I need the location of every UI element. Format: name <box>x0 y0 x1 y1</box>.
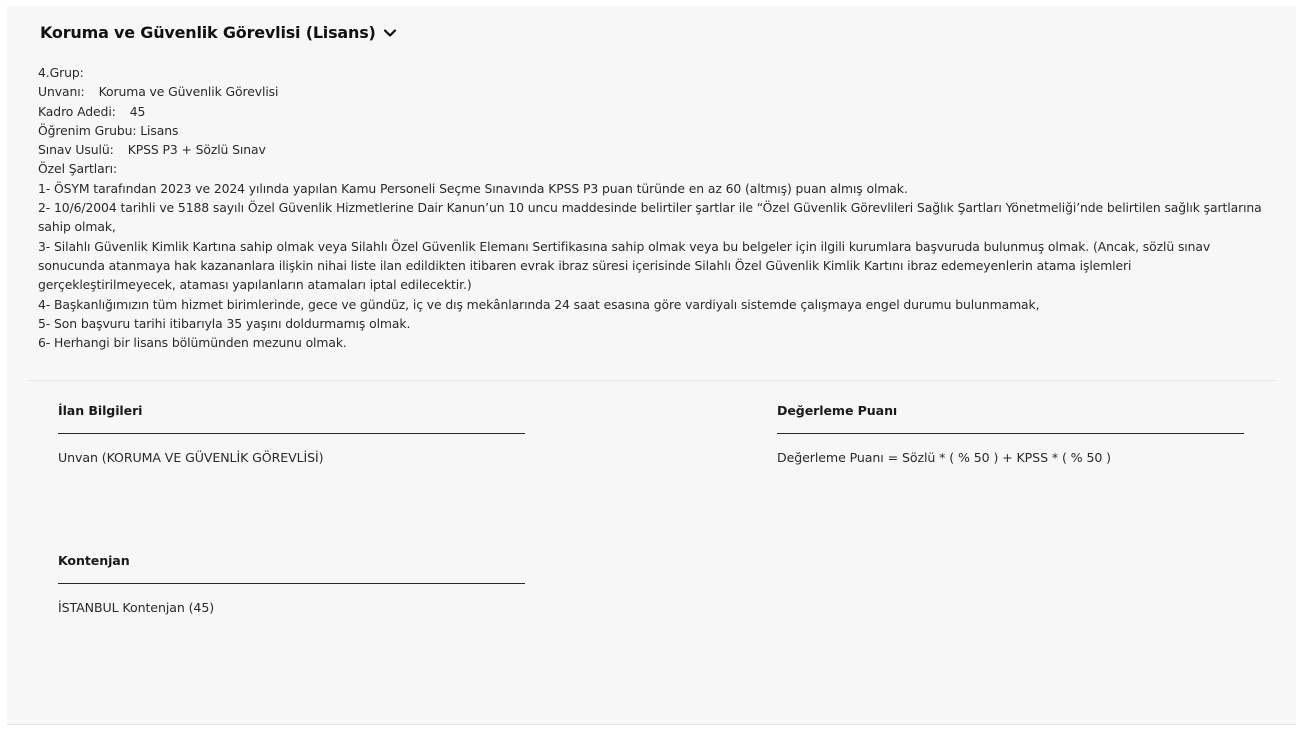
kadro-row <box>38 102 1268 121</box>
kontenjan-section <box>58 553 525 615</box>
degerleme-puani-body: Değerleme Puanı = Sözlü * ( % 50 ) + KPSS * ( % 50 ) <box>777 450 1111 465</box>
kadro-value: 45 <box>129 103 146 119</box>
sinav-label: Sınav Usulü: <box>38 142 114 158</box>
condition-item: 6- Herhangi bir lisans bölümünden mezunu olmak. <box>38 335 347 351</box>
degerleme-puani-section <box>777 403 1244 465</box>
section-divider <box>28 380 1276 381</box>
position-details <box>38 63 1268 352</box>
condition-item: 4- Başkanlığımızın tüm hizmet birimlerinde, gece ve gündüz, iç ve dış mekânlarında 24 saat esasına göre vardiyalı sistemde çalışmaya engel durumu bulunmamak, <box>38 296 1040 312</box>
unvan-value: Koruma ve Güvenlik Görevlisi <box>98 84 279 100</box>
kontenjan-body: İSTANBUL Kontenjan (45) <box>58 600 215 615</box>
sinav-row <box>38 140 1268 159</box>
kadro-label: Kadro Adedi: <box>38 103 116 119</box>
unvan-row <box>38 82 1268 101</box>
condition-item: 5- Son başvuru tarihi itibarıyla 35 yaşını doldurmamış olmak. <box>38 315 411 331</box>
kontenjan-title: Kontenjan <box>58 553 525 584</box>
ozel-sartlar-label: Özel Şartları: <box>38 161 118 177</box>
ogrenim-row: Öğrenim Grubu: Lisans <box>38 122 179 138</box>
position-title: Koruma ve Güvenlik Görevlisi (Lisans) <box>40 23 376 42</box>
degerleme-puani-title: Değerleme Puanı <box>777 403 1244 434</box>
ilan-bilgileri-title: İlan Bilgileri <box>58 403 525 434</box>
unvan-label: Unvanı: <box>38 84 85 100</box>
sinav-value: KPSS P3 + Sözlü Sınav <box>127 142 266 158</box>
position-accordion-header[interactable] <box>40 23 397 42</box>
condition-item: 2- 10/6/2004 tarihli ve 5188 sayılı Özel Güvenlik Hizmetlerine Dair Kanun’un 10 uncu maddesinde belirtiler şartlar ile “Özel Güvenlik Görevlileri Sağlık Şartları Yönetmeliği’nde belirtilen sağlık şartlarına sahip olmak, <box>38 200 1262 235</box>
chevron-down-icon[interactable] <box>383 26 397 40</box>
job-detail-panel <box>7 6 1296 725</box>
condition-item: 1- ÖSYM tarafından 2023 ve 2024 yılında yapılan Kamu Personeli Seçme Sınavında KPSS P3 puan türünde en az 60 (altmış) puan almış olmak. <box>38 180 908 196</box>
group-label: 4.Grup: <box>38 65 84 80</box>
condition-item: 3- Silahlı Güvenlik Kimlik Kartına sahip olmak veya Silahlı Özel Güvenlik Elemanı Sertifikasına sahip olmak veya bu belgeler için ilgili kurumlara başvuruda bulunmuş olmak. (Ancak, sözlü sınav sonucunda atanmaya hak kazananlara ilişkin nihai liste ilan edildikten itibaren evrak ibraz süresi içerisinde Silahlı Özel Güvenlik Kimlik Kartını ibraz edemeyenlerin atama işlemleri gerçekleştirilmeyecek, ataması yapılanların atamaları iptal edilecektir.) <box>38 238 1211 293</box>
ilan-bilgileri-section <box>58 403 525 465</box>
ilan-bilgileri-body: Unvan (KORUMA VE GÜVENLİK GÖREVLİSİ) <box>58 450 324 465</box>
